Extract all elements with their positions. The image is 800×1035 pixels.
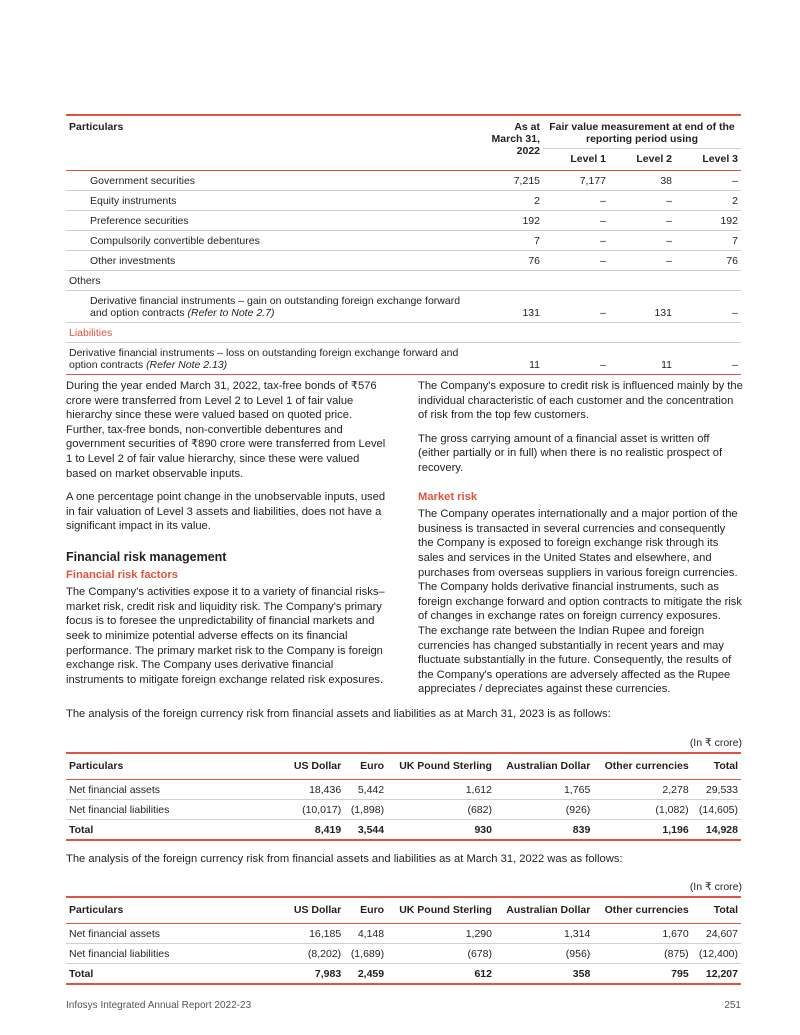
table-row: Compulsorily convertible debentures 7 – – 7 <box>66 231 741 251</box>
header-usd: US Dollar <box>293 904 342 916</box>
table-row: Net financial liabilities (8,202) (1,689) (678) (956) (875) (12,400) <box>66 944 741 964</box>
paragraph: The Company operates internationally and a major portion of the business is transacted in several currencies and consequently the Company is exposed to foreign exchange risk through its sales and services in the United States and elsewhere, and purchases from overseas suppliers in various foreign currencies. The Company holds derivative financial instruments, such as foreign exchange forward and option contracts to mitigate the risk of changes in exchange rates on foreign currency exposures. The exchange rate between the Indian Rupee and foreign currencies has changed substantially in recent years and may fluctuate substantially in the future. Consequently, the results of the Company's operations are adversely affected as the Rupee appreciates / depreciates against these currencies. <box>418 508 742 696</box>
header-euro: Euro <box>360 760 385 772</box>
total-row: Total 8,419 3,544 930 839 1,196 14,928 <box>66 820 741 841</box>
right-column <box>418 379 743 706</box>
left-column <box>66 379 391 696</box>
section-heading: Financial risk management <box>66 549 227 564</box>
header-gbp: UK Pound Sterling <box>399 760 492 772</box>
header-level3: Level 3 <box>675 149 741 171</box>
header-other: Other currencies <box>604 904 689 916</box>
header-total: Total <box>713 904 738 916</box>
paragraph: The Company's exposure to credit risk is influenced mainly by the individual characteristic of each customer and the concentration of risk from the top few customers. <box>418 380 743 422</box>
sub-heading: Financial risk factors <box>66 568 178 581</box>
header-particulars: Particulars <box>69 760 124 772</box>
header-total: Total <box>713 760 738 772</box>
paragraph: A one percentage point change in the unobservable inputs, used in fair valuation of Level 3 assets and liabilities, does not have a significant impact in its value. <box>66 491 386 533</box>
paragraph: The gross carrying amount of a financial asset is written off (either partially or in full) when there is no realistic prospect of recovery. <box>418 432 723 474</box>
total-row: Total 7,983 2,459 612 358 795 12,207 <box>66 964 741 985</box>
header-fair-value: Fair value measurement at end of the reporting period using <box>549 121 735 145</box>
currency-table-2023 <box>66 752 741 841</box>
table-row: Preference securities 192 – – 192 <box>66 211 741 231</box>
header-euro: Euro <box>360 904 385 916</box>
unit-label: (In ₹ crore) <box>689 881 742 893</box>
header-aud: Australian Dollar <box>506 760 591 772</box>
header-level1: Level 1 <box>543 149 609 171</box>
header-aud: Australian Dollar <box>506 904 591 916</box>
table-row: Derivative financial instruments – gain on outstanding foreign exchange forward and option contracts (Refer to Note 2.7) 131 – 131 – <box>66 291 741 323</box>
fair-value-table <box>66 114 741 375</box>
header-level2: Level 2 <box>609 149 675 171</box>
table-row: Other investments 76 – – 76 <box>66 251 741 271</box>
currency-table-2022 <box>66 896 741 985</box>
header-other: Other currencies <box>604 760 689 772</box>
table-row: Net financial liabilities (10,017) (1,898) (682) (926) (1,082) (14,605) <box>66 800 741 820</box>
intro-2023: The analysis of the foreign currency risk from financial assets and liabilities as at March 31, 2023 is as follows: <box>66 708 611 720</box>
header-as-at: As at March 31, 2022 <box>491 121 540 157</box>
group-row-others: Others <box>66 271 741 291</box>
page-footer <box>66 1000 741 1011</box>
table-row: Equity instruments 2 – – 2 <box>66 191 741 211</box>
paragraph: The Company's activities expose it to a variety of financial risks–market risk, credit risk and liquidity risk. The Company's primary focus is to foresee the unpredictability of financial markets and seek to minimize potential adverse effects on its financial performance. The primary market risk to the Company is foreign exchange risk. The Company uses derivative financial instruments to mitigate foreign exchange related risk exposures. <box>66 586 385 686</box>
header-usd: US Dollar <box>293 760 342 772</box>
footer-title: Infosys Integrated Annual Report 2022-23 <box>66 1000 252 1011</box>
paragraph: During the year ended March 31, 2022, tax-free bonds of ₹576 crore were transferred from Level 2 to Level 1 of fair value hierarchy since these were valued based on quoted price. Further, tax-free bonds, non-convertible debentures and government securities of ₹890 crore were transferred from Level 1 to Level 2 of fair value hierarchy, since these were valued based on market observable inputs. <box>66 380 386 480</box>
table-row: Net financial assets 18,436 5,442 1,612 1,765 2,278 29,533 <box>66 780 741 800</box>
table-row: Net financial assets 16,185 4,148 1,290 1,314 1,670 24,607 <box>66 924 741 944</box>
header-particulars: Particulars <box>69 121 124 133</box>
sub-heading: Market risk <box>418 490 478 503</box>
intro-2022: The analysis of the foreign currency risk from financial assets and liabilities as at March 31, 2022 was as follows: <box>66 853 623 865</box>
page-number: 251 <box>724 1000 741 1011</box>
table-row: Derivative financial instruments – loss on outstanding foreign exchange forward and option contracts (Refer Note 2.13) 11 – 11 – <box>66 343 741 375</box>
table-row: Government securities 7,215 7,177 38 – <box>66 171 741 191</box>
header-gbp: UK Pound Sterling <box>399 904 492 916</box>
group-row-liabilities: Liabilities <box>66 323 741 343</box>
header-particulars: Particulars <box>69 904 124 916</box>
unit-label: (In ₹ crore) <box>689 737 742 749</box>
